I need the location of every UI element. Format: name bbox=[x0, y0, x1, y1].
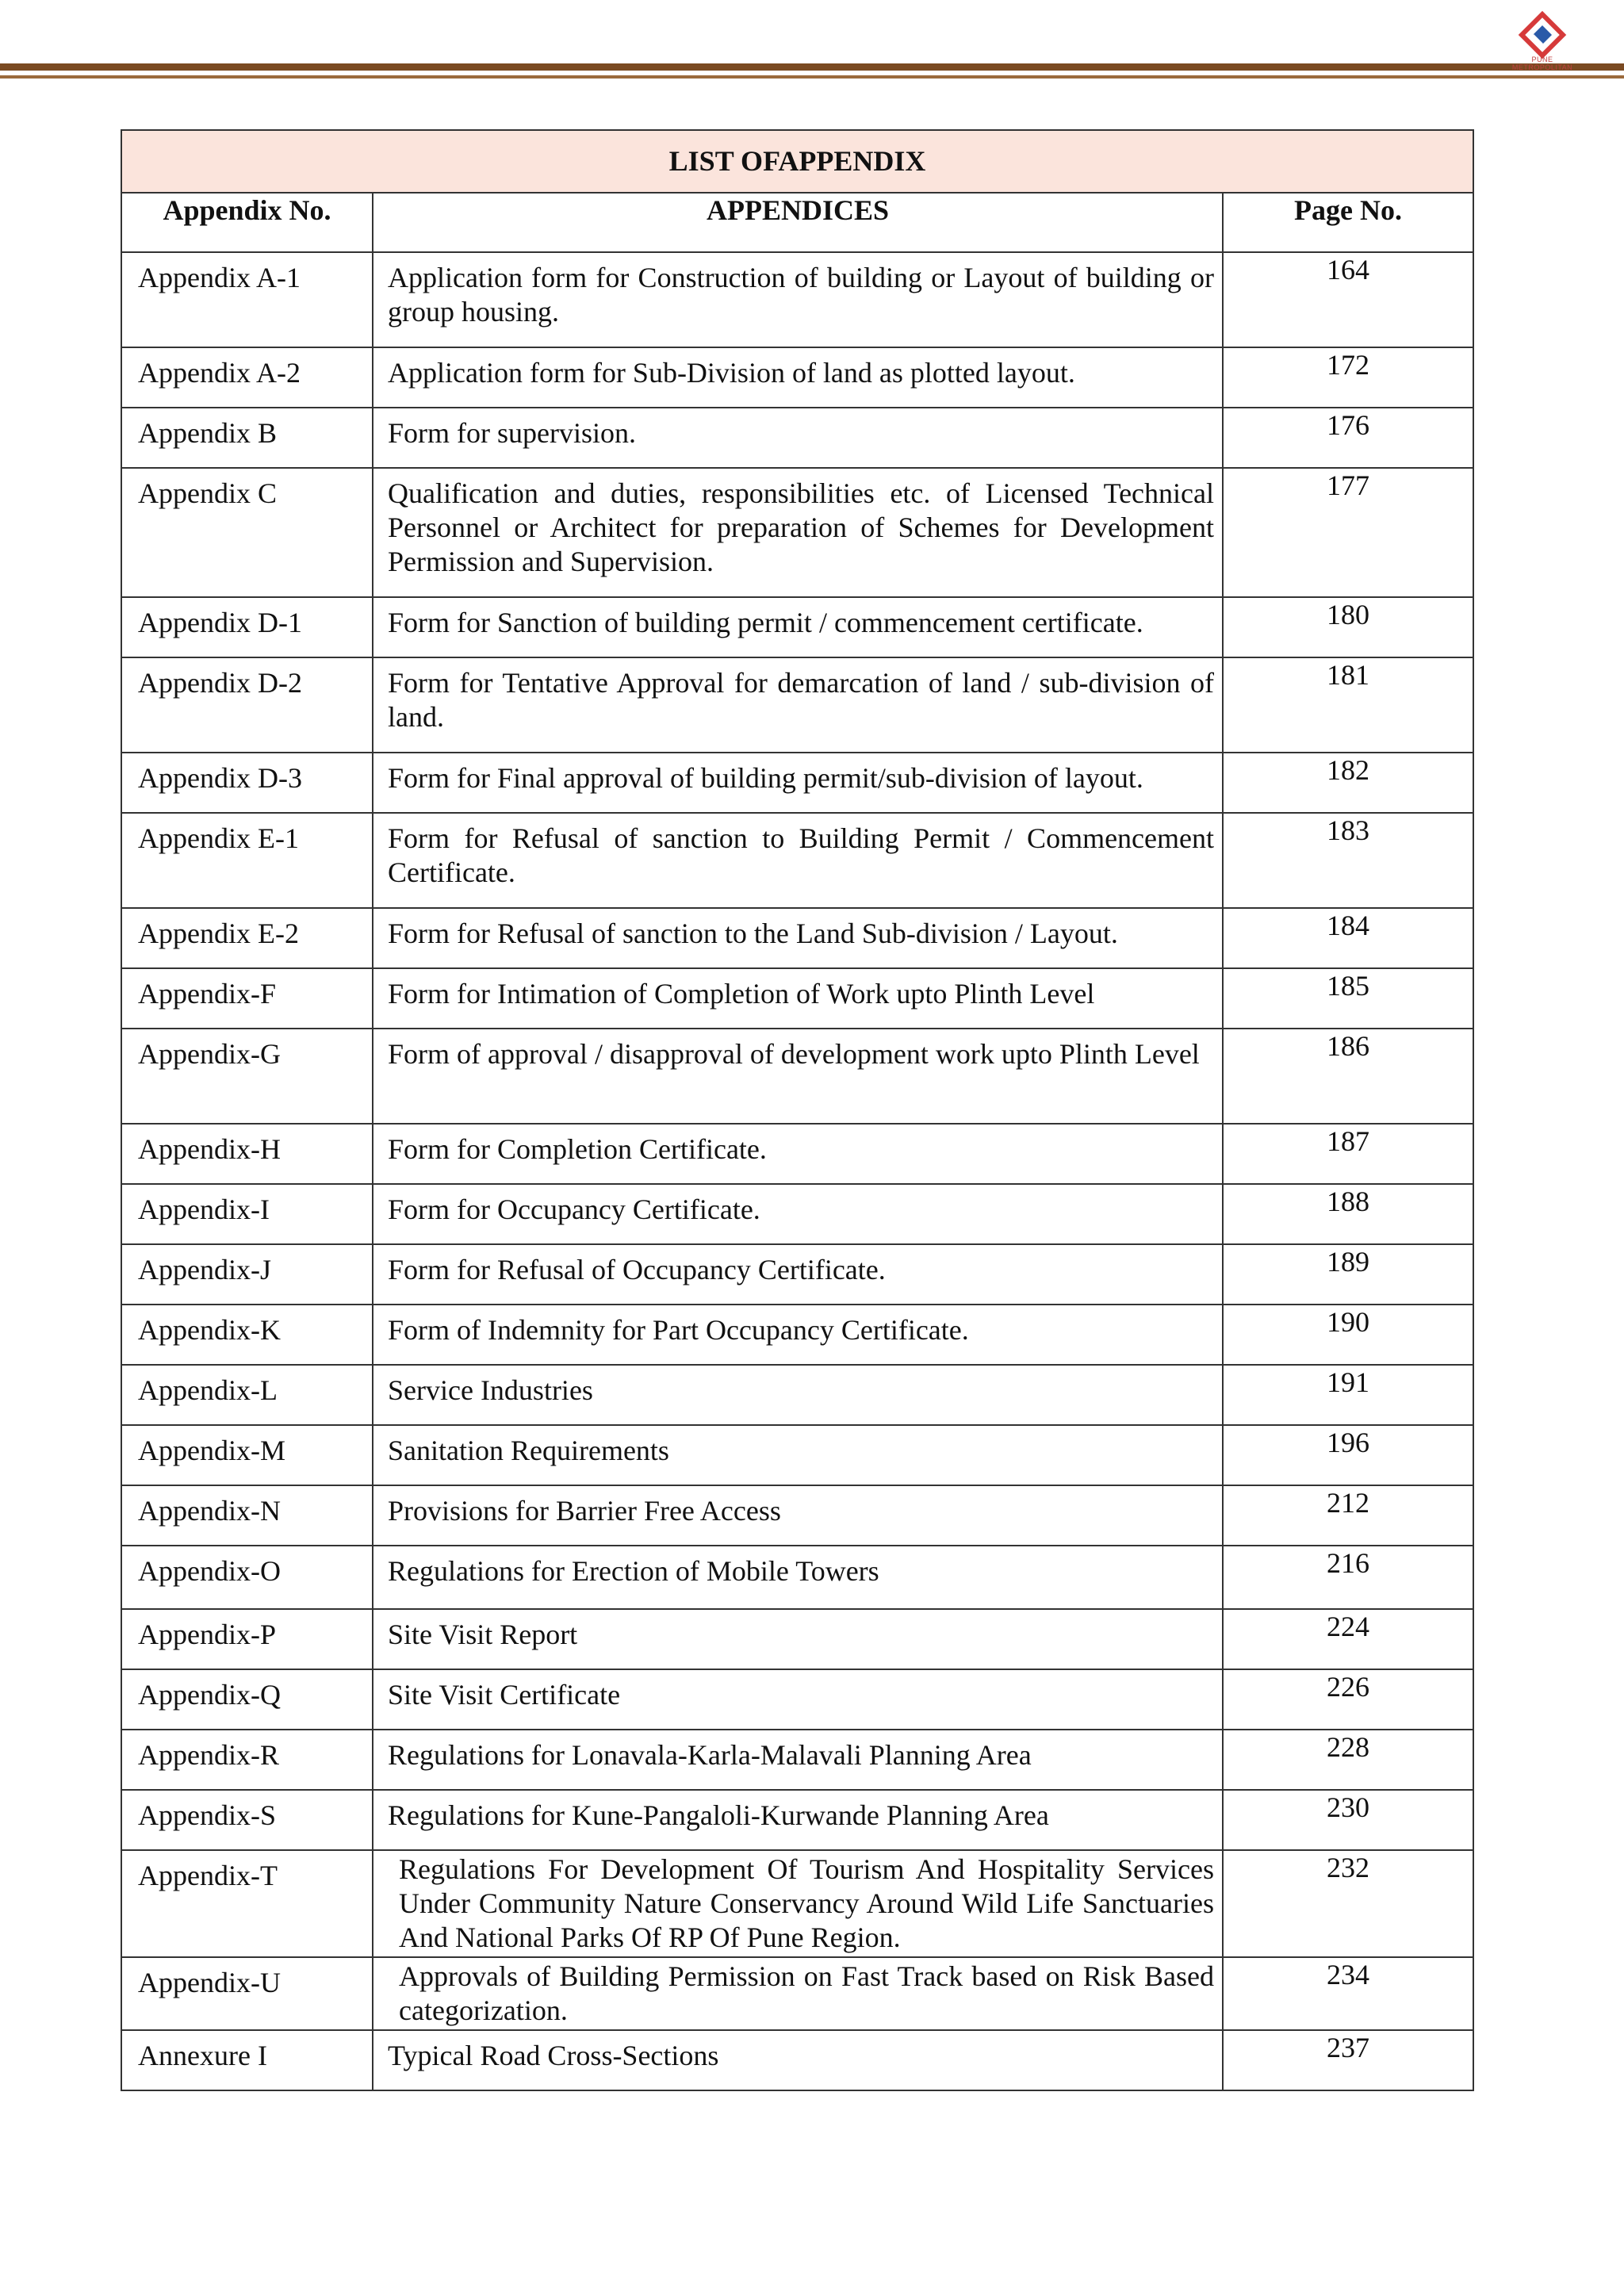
logo-caption: PUNE METROPOLITAN bbox=[1511, 56, 1573, 71]
page-number-cell bbox=[1223, 408, 1473, 468]
page-number: 172 bbox=[1327, 349, 1370, 381]
appendix-number: Appendix-O bbox=[121, 1546, 373, 1609]
appendix-description: Form of Indemnity for Part Occupancy Certificate. bbox=[373, 1305, 1223, 1365]
page-number-cell bbox=[1223, 657, 1473, 753]
table-header-row bbox=[121, 193, 1473, 252]
appendix-description: Form for Final approval of building permit/sub-division of layout. bbox=[373, 753, 1223, 813]
appendix-description: Site Visit Report bbox=[373, 1609, 1223, 1669]
page-number-cell bbox=[1223, 597, 1473, 657]
appendix-description: Form for Tentative Approval for demarcation of land / sub-division of land. bbox=[373, 657, 1223, 753]
appendix-number: Appendix-M bbox=[121, 1425, 373, 1485]
page-number: 212 bbox=[1327, 1487, 1370, 1519]
appendix-description: Service Industries bbox=[373, 1365, 1223, 1425]
table-row bbox=[121, 1184, 1473, 1244]
page-number-cell bbox=[1223, 1029, 1473, 1124]
table-row bbox=[121, 1730, 1473, 1790]
appendix-number: Appendix A-1 bbox=[121, 252, 373, 347]
appendix-number: Appendix-L bbox=[121, 1365, 373, 1425]
table-row bbox=[121, 968, 1473, 1029]
appendix-number: Appendix C bbox=[121, 468, 373, 597]
appendix-description: Regulations For Development Of Tourism And Hospitality Services Under Community Nature Conservancy Around Wild Life Sanctuaries And National Parks Of RP Of Pune Region. bbox=[373, 1850, 1223, 1957]
appendix-number: Appendix-Q bbox=[121, 1669, 373, 1730]
table-row bbox=[121, 1850, 1473, 1957]
appendix-number: Appendix-R bbox=[121, 1730, 373, 1790]
page-number: 237 bbox=[1327, 2032, 1370, 2063]
appendix-number: Appendix-J bbox=[121, 1244, 373, 1305]
page-number: 182 bbox=[1327, 754, 1370, 786]
appendix-number: Appendix D-2 bbox=[121, 657, 373, 753]
table-row bbox=[121, 1485, 1473, 1546]
appendix-description: Provisions for Barrier Free Access bbox=[373, 1485, 1223, 1546]
appendix-number: Appendix-G bbox=[121, 1029, 373, 1124]
column-header-appendices: APPENDICES bbox=[373, 193, 1223, 252]
page-number-cell bbox=[1223, 1425, 1473, 1485]
appendix-number: Appendix-S bbox=[121, 1790, 373, 1850]
page-number-cell bbox=[1223, 1184, 1473, 1244]
page-number-cell bbox=[1223, 908, 1473, 968]
page-number-cell bbox=[1223, 813, 1473, 908]
page-number-cell bbox=[1223, 1730, 1473, 1790]
page-number-cell bbox=[1223, 1790, 1473, 1850]
table-row bbox=[121, 408, 1473, 468]
appendix-description: Form for Occupancy Certificate. bbox=[373, 1184, 1223, 1244]
appendix-description: Application form for Sub-Division of land as plotted layout. bbox=[373, 347, 1223, 408]
appendix-description: Form for Refusal of Occupancy Certificate. bbox=[373, 1244, 1223, 1305]
page-number-cell bbox=[1223, 1124, 1473, 1184]
page-number: 234 bbox=[1327, 1959, 1370, 1990]
appendix-number: Appendix B bbox=[121, 408, 373, 468]
page-number-cell bbox=[1223, 2030, 1473, 2090]
page-number-cell bbox=[1223, 1546, 1473, 1609]
page-number: 186 bbox=[1327, 1030, 1370, 1062]
page-number: 176 bbox=[1327, 409, 1370, 441]
page-number-cell bbox=[1223, 1305, 1473, 1365]
appendix-number: Appendix E-1 bbox=[121, 813, 373, 908]
appendix-description: Qualification and duties, responsibilities etc. of Licensed Technical Personnel or Architect for preparation of Schemes for Development Permission and Supervision. bbox=[373, 468, 1223, 597]
appendix-number: Appendix-I bbox=[121, 1184, 373, 1244]
appendix-description: Application form for Construction of building or Layout of building or group housing. bbox=[373, 252, 1223, 347]
header-rule-secondary bbox=[0, 75, 1624, 79]
appendix-number: Appendix-P bbox=[121, 1609, 373, 1669]
page-number: 177 bbox=[1327, 469, 1370, 501]
table-row bbox=[121, 468, 1473, 597]
appendix-description: Form for supervision. bbox=[373, 408, 1223, 468]
header-rule bbox=[0, 63, 1624, 71]
table-row bbox=[121, 1957, 1473, 2030]
appendix-number: Appendix E-2 bbox=[121, 908, 373, 968]
table-row bbox=[121, 1124, 1473, 1184]
page-number: 190 bbox=[1327, 1306, 1370, 1338]
page-number: 181 bbox=[1327, 659, 1370, 691]
appendix-description: Sanitation Requirements bbox=[373, 1425, 1223, 1485]
appendix-description: Form for Refusal of sanction to Building Permit / Commencement Certificate. bbox=[373, 813, 1223, 908]
table-title: LIST OFAPPENDIX bbox=[121, 130, 1473, 193]
column-header-page-no: Page No. bbox=[1223, 193, 1473, 252]
page-number: 188 bbox=[1327, 1186, 1370, 1217]
page-number-cell bbox=[1223, 1485, 1473, 1546]
table-row bbox=[121, 1546, 1473, 1609]
page-number: 184 bbox=[1327, 910, 1370, 941]
page-number: 216 bbox=[1327, 1547, 1370, 1579]
appendix-description: Typical Road Cross-Sections bbox=[373, 2030, 1223, 2090]
page-number: 232 bbox=[1327, 1852, 1370, 1883]
page-number: 180 bbox=[1327, 599, 1370, 630]
appendix-number: Appendix D-3 bbox=[121, 753, 373, 813]
table-row bbox=[121, 2030, 1473, 2090]
appendix-description: Regulations for Kune-Pangaloli-Kurwande Planning Area bbox=[373, 1790, 1223, 1850]
page-number: 191 bbox=[1327, 1366, 1370, 1398]
table-row bbox=[121, 908, 1473, 968]
table-row bbox=[121, 813, 1473, 908]
page-number-cell bbox=[1223, 968, 1473, 1029]
table-row bbox=[121, 1790, 1473, 1850]
page-number: 185 bbox=[1327, 970, 1370, 1002]
page-number-cell bbox=[1223, 1365, 1473, 1425]
table-title-row bbox=[121, 130, 1473, 193]
page-number-cell bbox=[1223, 1669, 1473, 1730]
table-row bbox=[121, 657, 1473, 753]
table-row bbox=[121, 597, 1473, 657]
appendix-number: Appendix-N bbox=[121, 1485, 373, 1546]
appendix-description: Form for Intimation of Completion of Work upto Plinth Level bbox=[373, 968, 1223, 1029]
page-number-cell bbox=[1223, 1244, 1473, 1305]
appendix-number: Appendix D-1 bbox=[121, 597, 373, 657]
appendix-number: Appendix-H bbox=[121, 1124, 373, 1184]
appendix-description: Form for Refusal of sanction to the Land Sub-division / Layout. bbox=[373, 908, 1223, 968]
appendix-number: Appendix-K bbox=[121, 1305, 373, 1365]
appendix-description: Site Visit Certificate bbox=[373, 1669, 1223, 1730]
table-row bbox=[121, 1425, 1473, 1485]
page-number: 164 bbox=[1327, 254, 1370, 285]
table-row bbox=[121, 1244, 1473, 1305]
appendix-description: Form for Sanction of building permit / commencement certificate. bbox=[373, 597, 1223, 657]
page-number: 228 bbox=[1327, 1731, 1370, 1763]
page-number-cell bbox=[1223, 252, 1473, 347]
page-number: 187 bbox=[1327, 1125, 1370, 1157]
page-number: 226 bbox=[1327, 1671, 1370, 1703]
column-header-appendix-no: Appendix No. bbox=[121, 193, 373, 252]
appendix-description: Form for Completion Certificate. bbox=[373, 1124, 1223, 1184]
page-number: 183 bbox=[1327, 814, 1370, 846]
table-row bbox=[121, 753, 1473, 813]
page-number: 230 bbox=[1327, 1791, 1370, 1823]
page-number-cell bbox=[1223, 753, 1473, 813]
appendix-description: Approvals of Building Permission on Fast Track based on Risk Based categorization. bbox=[373, 1957, 1223, 2030]
appendix-description: Form of approval / disapproval of development work upto Plinth Level bbox=[373, 1029, 1223, 1124]
page-number: 189 bbox=[1327, 1246, 1370, 1278]
table-row bbox=[121, 1669, 1473, 1730]
appendix-number: Appendix-T bbox=[121, 1850, 373, 1957]
appendix-table bbox=[121, 129, 1474, 2091]
table-row bbox=[121, 1029, 1473, 1124]
appendix-number: Annexure I bbox=[121, 2030, 373, 2090]
appendix-description: Regulations for Lonavala-Karla-Malavali Planning Area bbox=[373, 1730, 1223, 1790]
table-row bbox=[121, 1305, 1473, 1365]
appendix-number: Appendix-F bbox=[121, 968, 373, 1029]
page-number: 196 bbox=[1327, 1427, 1370, 1458]
table-row bbox=[121, 252, 1473, 347]
appendix-description: Regulations for Erection of Mobile Towers bbox=[373, 1546, 1223, 1609]
table-row bbox=[121, 1609, 1473, 1669]
page-number-cell bbox=[1223, 1957, 1473, 2030]
page-number-cell bbox=[1223, 468, 1473, 597]
appendix-number: Appendix A-2 bbox=[121, 347, 373, 408]
table-row bbox=[121, 347, 1473, 408]
page-number-cell bbox=[1223, 347, 1473, 408]
page-number-cell bbox=[1223, 1609, 1473, 1669]
appendix-number: Appendix-U bbox=[121, 1957, 373, 2030]
page-number-cell bbox=[1223, 1850, 1473, 1957]
table-row bbox=[121, 1365, 1473, 1425]
page-number: 224 bbox=[1327, 1611, 1370, 1642]
